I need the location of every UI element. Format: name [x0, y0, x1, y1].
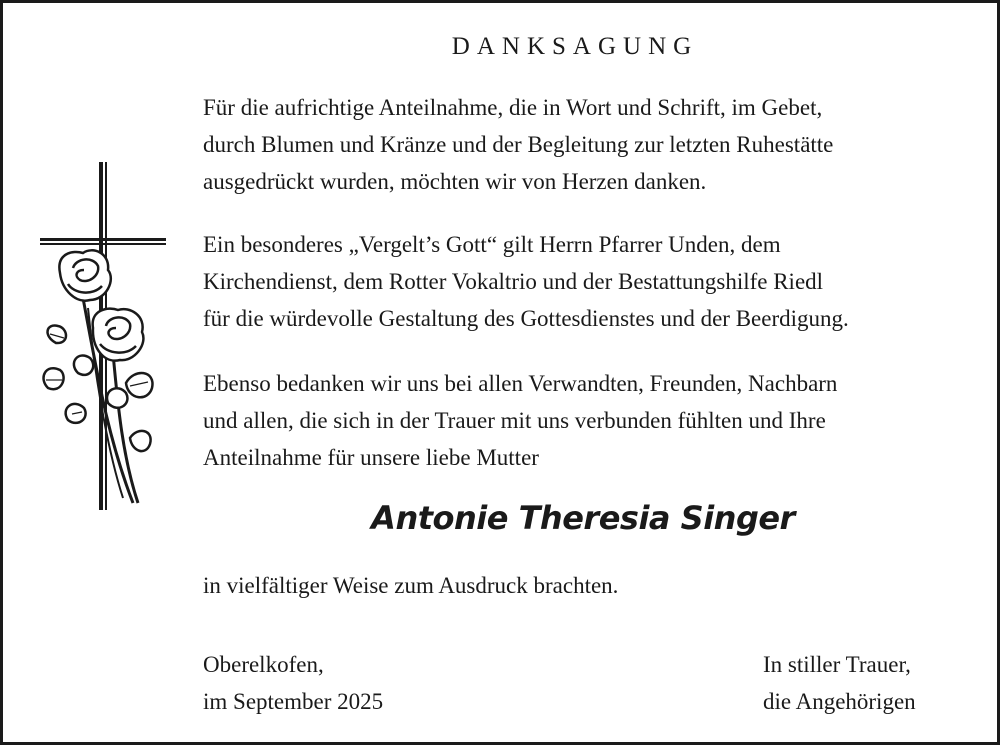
- text-line: für die würdevolle Gestaltung des Gottesdienstes und der Beerdigung.: [203, 306, 849, 331]
- signature-line-2: die Angehörigen: [763, 689, 916, 714]
- text-line: Kirchendienst, dem Rotter Vokaltrio und der Bestattungshilfe Riedl: [203, 269, 824, 294]
- date-line: im September 2025: [203, 689, 384, 714]
- text-line: in vielfältiger Weise zum Ausdruck brachten.: [203, 573, 619, 598]
- text-line: und allen, die sich in der Trauer mit uns verbunden fühlten und Ihre: [203, 408, 826, 433]
- cross-with-roses-icon: [38, 158, 173, 518]
- text-line: Anteilnahme für unsere liebe Mutter: [203, 445, 539, 470]
- thanks-paragraph-4: [203, 567, 963, 604]
- deceased-name: Antonie Theresia Singer: [371, 499, 795, 537]
- thanks-paragraph-3: [203, 365, 963, 476]
- text-line: Ein besonderes „Vergelt’s Gott“ gilt Herrn Pfarrer Unden, dem: [203, 232, 781, 257]
- thanks-paragraph-2: [203, 226, 963, 337]
- signature-line-1: In stiller Trauer,: [763, 652, 911, 677]
- thanks-paragraph-1: [203, 89, 963, 200]
- text-line: durch Blumen und Kränze und der Begleitung zur letzten Ruhestätte: [203, 132, 834, 157]
- place-and-date: [203, 646, 383, 720]
- page-title: DANKSAGUNG: [451, 33, 699, 60]
- place-line: Oberelkofen,: [203, 652, 324, 677]
- text-line: Für die aufrichtige Anteilnahme, die in Wort und Schrift, im Gebet,: [203, 95, 823, 120]
- text-line: Ebenso bedanken wir uns bei allen Verwandten, Freunden, Nachbarn: [203, 371, 838, 396]
- signature: [763, 646, 916, 720]
- text-line: ausgedrückt wurden, möchten wir von Herzen danken.: [203, 169, 707, 194]
